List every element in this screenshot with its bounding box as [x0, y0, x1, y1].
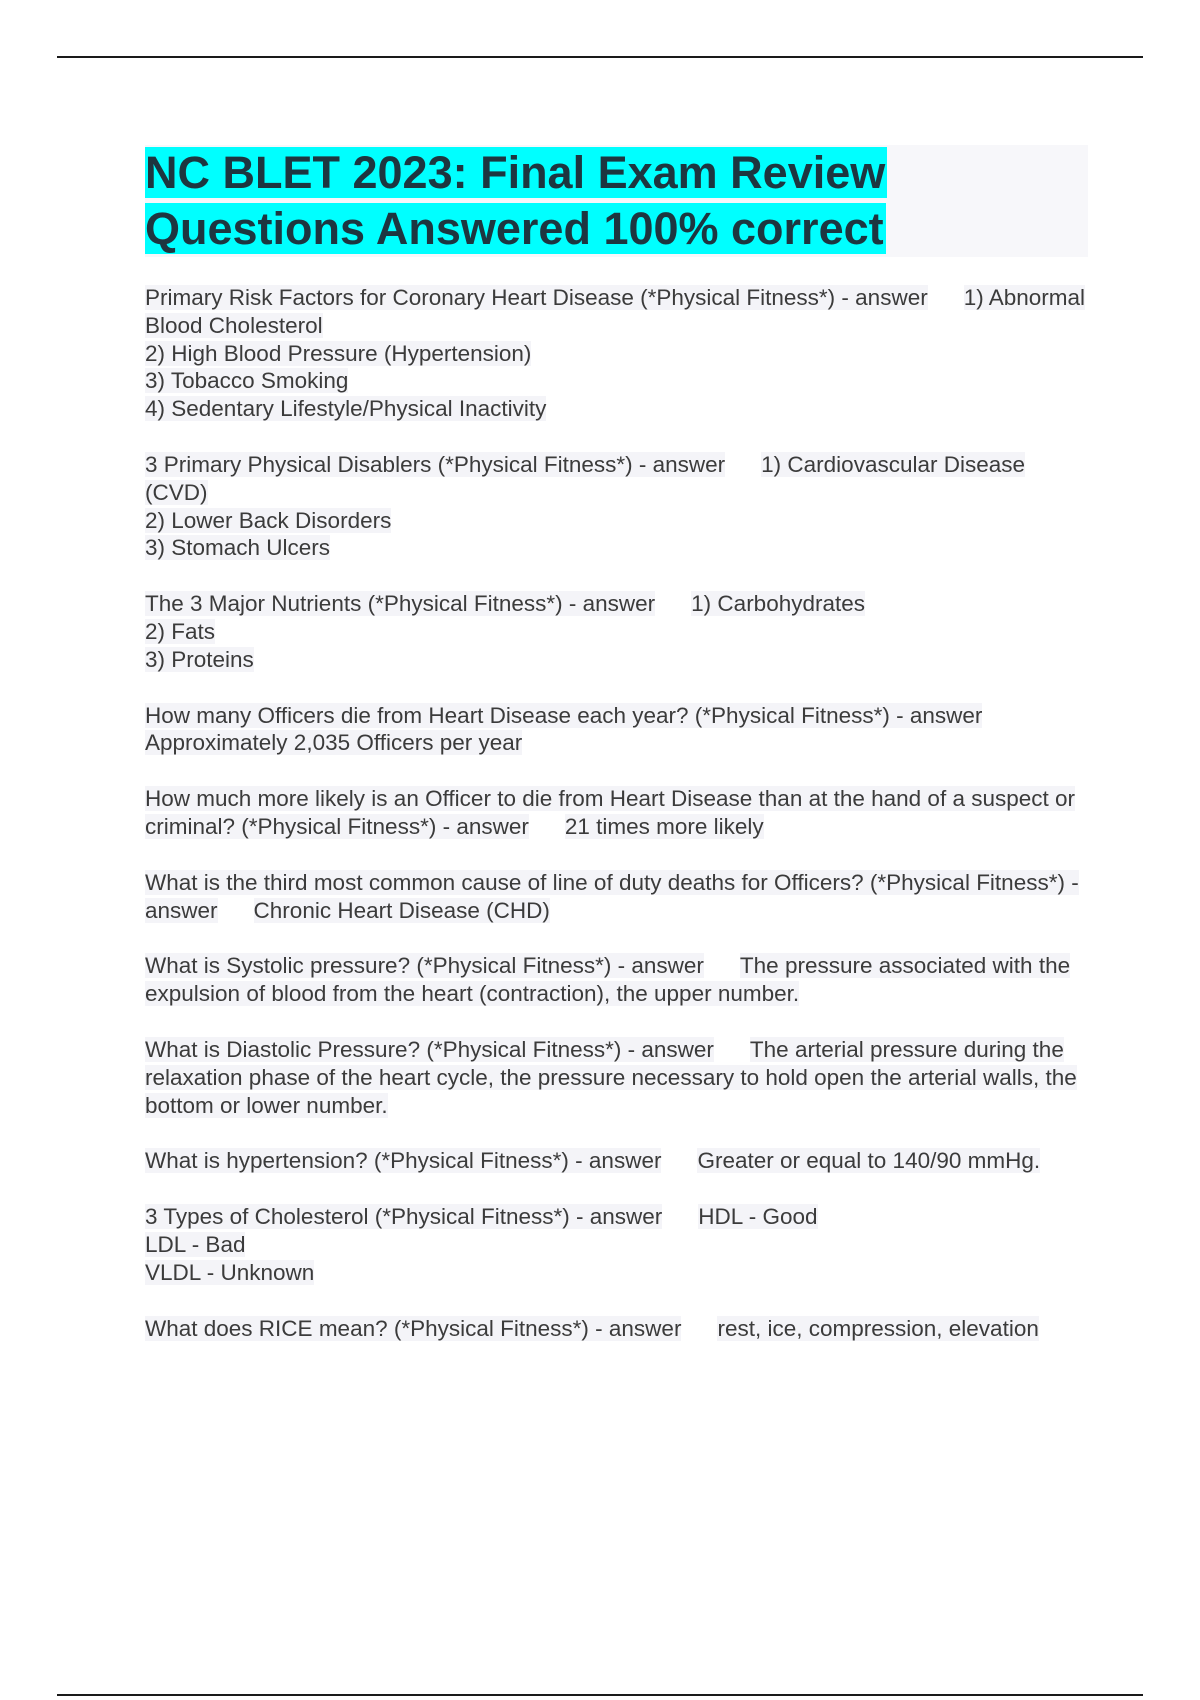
question-text: 3 Types of Cholesterol (*Physical Fitness*) - answer	[145, 1204, 663, 1230]
answer-text: Approximately 2,035 Officers per year	[145, 730, 523, 756]
answer-text: The arterial pressure during the relaxation phase of the heart cycle, the pressure necessary to hold open the arterial walls, the bottom or lower number.	[145, 1036, 1077, 1118]
document-title	[145, 145, 1088, 257]
qa-item	[145, 1315, 1085, 1343]
question-text: What is the third most common cause of line of duty deaths for Officers? (*Physical Fitness*) - answer	[145, 869, 1079, 923]
answer-line-text: 3) Tobacco Smoking	[145, 368, 349, 394]
qa-item	[145, 952, 1085, 1008]
answer-text: Greater or equal to 140/90 mmHg.	[697, 1148, 1041, 1174]
answer-line-text: 2) Lower Back Disorders	[145, 507, 392, 533]
bottom-rule	[57, 1694, 1143, 1696]
question-text: How many Officers die from Heart Disease each year? (*Physical Fitness*) - answer	[145, 702, 983, 728]
answer-line-text: 4) Sedentary Lifestyle/Physical Inactivity	[145, 396, 547, 422]
answer-line-text: LDL - Bad	[145, 1231, 246, 1257]
answer-line	[145, 618, 1085, 646]
answer-line	[145, 395, 1085, 423]
title-line-2: Questions Answered 100% correct	[145, 203, 884, 254]
answer-line-text: VLDL - Unknown	[145, 1259, 315, 1285]
qa-list	[145, 284, 1085, 1370]
answer-text: 1) Cardiovascular Disease (CVD)	[145, 451, 1026, 505]
question-text: The 3 Major Nutrients (*Physical Fitness*) - answer	[145, 591, 656, 617]
qa-item	[145, 1147, 1085, 1175]
answer-text: 21 times more likely	[564, 813, 764, 839]
answer-text: 1) Abnormal Blood Cholesterol	[145, 285, 1086, 338]
answer-line-text: 3) Stomach Ulcers	[145, 535, 331, 561]
answer-line	[145, 340, 1085, 368]
answer-text: Chronic Heart Disease (CHD)	[253, 897, 550, 923]
answer-line-text: 2) Fats	[145, 618, 216, 644]
answer-line-text: 3) Proteins	[145, 646, 254, 672]
answer-text: 1) Carbohydrates	[691, 591, 866, 617]
answer-line	[145, 534, 1085, 562]
question-text: What is Systolic pressure? (*Physical Fitness*) - answer	[145, 953, 704, 979]
question-text: What does RICE mean? (*Physical Fitness*) - answer	[145, 1315, 682, 1341]
answer-text: rest, ice, compression, elevation	[717, 1315, 1039, 1341]
qa-item	[145, 451, 1085, 562]
answer-line	[145, 646, 1085, 674]
qa-item	[145, 284, 1085, 423]
answer-text: The pressure associated with the expulsion of blood from the heart (contraction), the upper number.	[145, 953, 1071, 1007]
question-text: What is Diastolic Pressure? (*Physical Fitness*) - answer	[145, 1036, 714, 1062]
answer-line	[145, 1259, 1085, 1287]
title-line-1: NC BLET 2023: Final Exam Review	[145, 147, 886, 198]
title-block	[145, 145, 1088, 257]
top-rule	[57, 56, 1143, 58]
answer-text: HDL - Good	[698, 1204, 818, 1230]
question-text: Primary Risk Factors for Coronary Heart Disease (*Physical Fitness*) - answer	[145, 285, 928, 310]
question-text: 3 Primary Physical Disablers (*Physical Fitness*) - answer	[145, 451, 726, 477]
qa-item	[145, 1036, 1085, 1119]
qa-item	[145, 1203, 1085, 1286]
answer-line-text: 2) High Blood Pressure (Hypertension)	[145, 340, 532, 366]
qa-item	[145, 702, 1085, 758]
question-text: How much more likely is an Officer to die from Heart Disease than at the hand of a suspect or criminal? (*Physical Fitness*) - answer	[145, 786, 1076, 839]
answer-line	[145, 1231, 1085, 1259]
qa-item	[145, 590, 1085, 673]
qa-item	[145, 869, 1085, 925]
answer-line	[145, 367, 1085, 395]
answer-line	[145, 507, 1085, 535]
question-text: What is hypertension? (*Physical Fitness*) - answer	[145, 1148, 662, 1174]
qa-item	[145, 785, 1085, 841]
